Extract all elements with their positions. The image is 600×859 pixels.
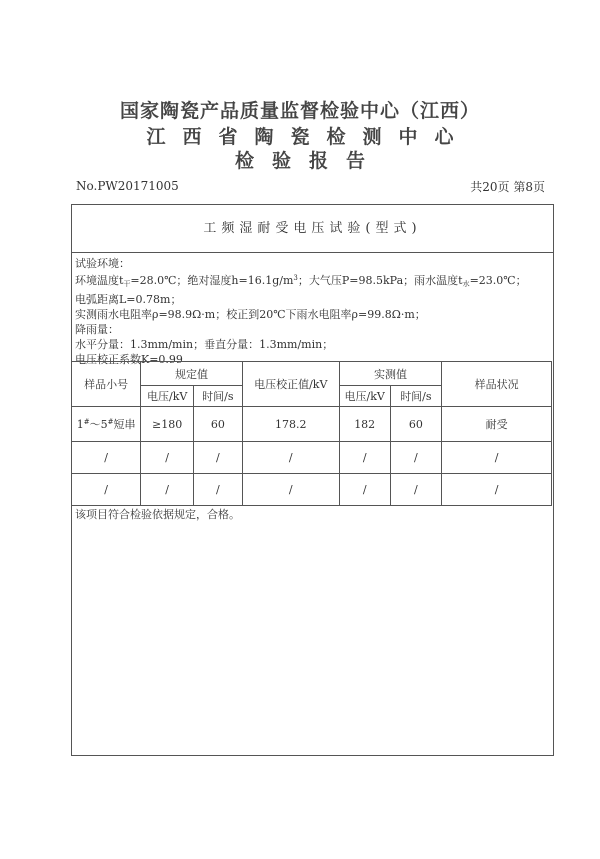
spec-voltage-cell: ≥180: [141, 407, 194, 442]
report-number: No.PW20171005: [76, 179, 179, 193]
header-spec-time: 时间/s: [194, 386, 243, 407]
corrected-voltage-cell: /: [242, 474, 339, 506]
environment-line: 环境温度$t_干=28.0℃$；绝对湿度$h=16.1g/m^3$；大气压P=98.5kPa；雨水温度$t_水=23.0℃$；: [75, 274, 527, 288]
header-sample-status: 样品状况: [442, 362, 552, 407]
header-spec-voltage: 电压/kV: [141, 386, 194, 407]
rainfall-heading: 降雨量：: [75, 323, 119, 336]
corrected-voltage-cell: /: [242, 442, 339, 474]
spec-voltage-cell: /: [141, 442, 194, 474]
report-title: 检验报告: [234, 150, 383, 172]
results-table: [71, 361, 552, 506]
voltage-correction-factor: 电压校正系数K=0.99: [75, 353, 183, 366]
spec-time-cell: /: [194, 474, 243, 506]
conclusion: 该项目符合检验依据规定，合格。: [75, 508, 240, 521]
header-specified: 规定值: [141, 362, 242, 386]
spec-time-cell: /: [194, 442, 243, 474]
header-meas-voltage: 电压/kV: [339, 386, 390, 407]
meas-voltage-cell: 182: [339, 407, 390, 442]
table-row: [72, 442, 552, 474]
sample-cell: /: [72, 442, 141, 474]
rainfall-components: 水平分量：1.3mm/min；垂直分量：1.3mm/min；: [75, 338, 334, 351]
arc-distance: 电弧距离L=0.78m；: [75, 293, 182, 306]
table-row: [72, 474, 552, 506]
meas-time-cell: 60: [390, 407, 442, 442]
meas-time-cell: /: [390, 442, 442, 474]
table-row: [72, 407, 552, 442]
test-title: 工频湿耐受电压试验(型式): [72, 205, 553, 253]
status-cell: 耐受: [442, 407, 552, 442]
header-meas-time: 时间/s: [390, 386, 442, 407]
center-name-line-2: 江西省陶瓷检测中心: [146, 126, 471, 148]
header-measured: 实测值: [339, 362, 441, 386]
sample-cell: 1#～5#短串: [72, 407, 141, 442]
test-record-frame: [71, 204, 554, 756]
spec-voltage-cell: /: [141, 474, 194, 506]
meas-voltage-cell: /: [339, 442, 390, 474]
meas-time-cell: /: [390, 474, 442, 506]
center-name-line: 国家陶瓷产品质量监督检验中心（江西）: [119, 100, 480, 122]
page-info: 共20页 第8页: [470, 180, 545, 194]
status-cell: /: [442, 442, 552, 474]
test-conditions: [75, 256, 527, 367]
meas-voltage-cell: /: [339, 474, 390, 506]
corrected-voltage-cell: 178.2: [242, 407, 339, 442]
header-sample-no: 样品小号: [72, 362, 141, 407]
conditions-heading: 试验环境：: [75, 257, 130, 270]
header-corrected-voltage: 电压校正值/kV: [242, 362, 339, 407]
status-cell: /: [442, 474, 552, 506]
spec-time-cell: 60: [194, 407, 243, 442]
sample-cell: /: [72, 474, 141, 506]
rain-resistivity: 实测雨水电阻率ρ=98.9Ω·m；校正到20℃下雨水电阻率ρ=99.8Ω·m；: [75, 308, 426, 321]
